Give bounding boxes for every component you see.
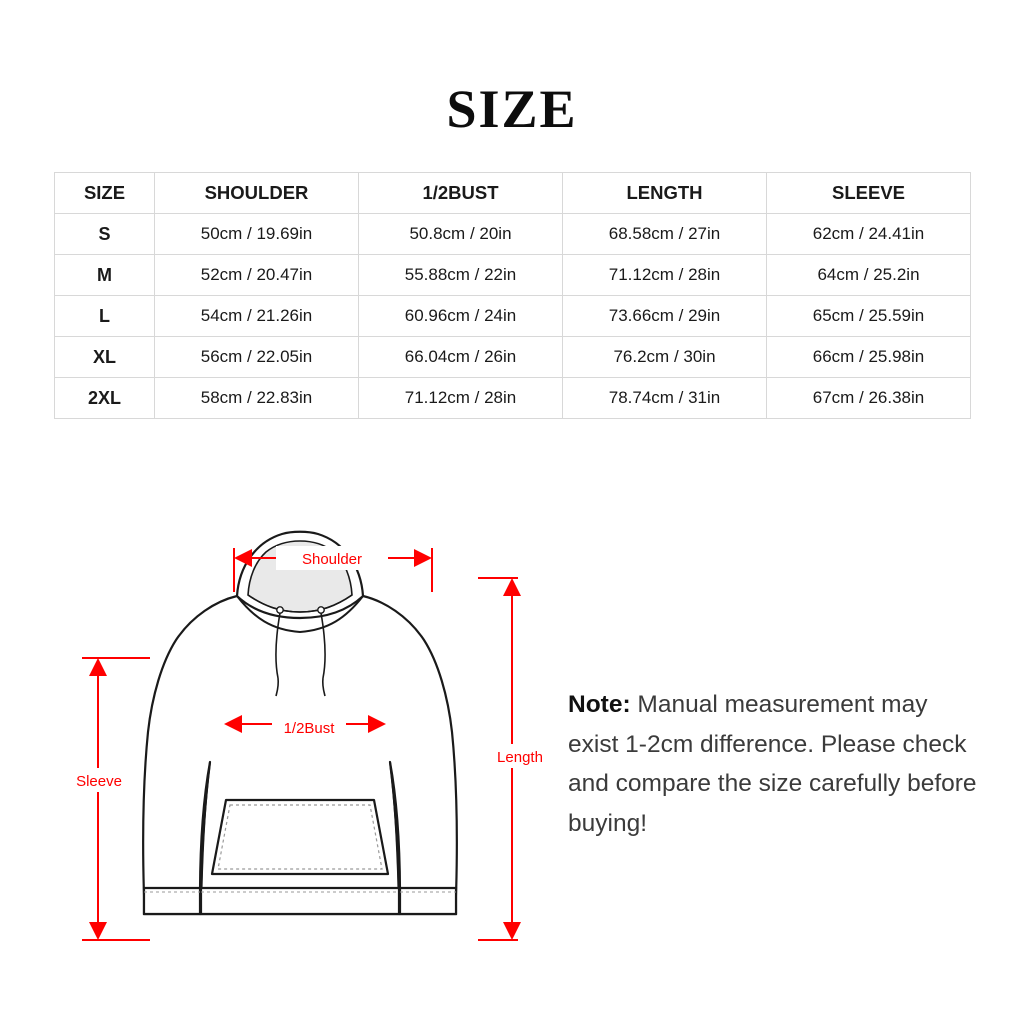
table-row (55, 337, 971, 378)
table-row (55, 296, 971, 337)
cell-size: M (55, 255, 155, 296)
cell-sleeve: 64cm / 25.2in (767, 255, 971, 296)
cell-length: 78.74cm / 31in (563, 378, 767, 419)
cell-halfbust: 50.8cm / 20in (359, 214, 563, 255)
cell-halfbust: 60.96cm / 24in (359, 296, 563, 337)
column-header-length: LENGTH (563, 173, 767, 214)
column-header-halfbust: 1/2BUST (359, 173, 563, 214)
table-header-row (55, 173, 971, 214)
note-text: Manual measurement may exist 1-2cm difference. Please check and compare the size carefully before buying! (568, 691, 977, 838)
column-header-shoulder: SHOULDER (155, 173, 359, 214)
label-halfbust: 1/2Bust (283, 720, 335, 737)
page-title: SIZE (446, 79, 578, 139)
table-row (55, 214, 971, 255)
cell-size: 2XL (55, 378, 155, 419)
cell-shoulder: 56cm / 22.05in (155, 337, 359, 378)
cell-size: L (55, 296, 155, 337)
table-row (55, 378, 971, 419)
column-header-size: SIZE (55, 173, 155, 214)
cell-shoulder: 54cm / 21.26in (155, 296, 359, 337)
cell-length: 71.12cm / 28in (563, 255, 767, 296)
cell-halfbust: 55.88cm / 22in (359, 255, 563, 296)
cell-shoulder: 52cm / 20.47in (155, 255, 359, 296)
cell-shoulder: 58cm / 22.83in (155, 378, 359, 419)
label-sleeve: Sleeve (76, 773, 122, 790)
cell-size: XL (55, 337, 155, 378)
cell-size: S (55, 214, 155, 255)
size-table-container (54, 172, 970, 419)
cell-sleeve: 62cm / 24.41in (767, 214, 971, 255)
cell-sleeve: 67cm / 26.38in (767, 378, 971, 419)
size-table (54, 172, 971, 419)
hoodie-measurement-diagram (40, 500, 560, 970)
label-length: Length (497, 749, 543, 766)
cell-sleeve: 66cm / 25.98in (767, 337, 971, 378)
cell-shoulder: 50cm / 19.69in (155, 214, 359, 255)
cell-halfbust: 71.12cm / 28in (359, 378, 563, 419)
cell-length: 76.2cm / 30in (563, 337, 767, 378)
cell-length: 73.66cm / 29in (563, 296, 767, 337)
table-row (55, 255, 971, 296)
cell-sleeve: 65cm / 25.59in (767, 296, 971, 337)
label-shoulder: Shoulder (301, 551, 363, 568)
column-header-sleeve: SLEEVE (767, 173, 971, 214)
note-lead: Note: (568, 691, 631, 718)
measurement-sleeve (70, 658, 150, 940)
cell-halfbust: 66.04cm / 26in (359, 337, 563, 378)
cell-length: 68.58cm / 27in (563, 214, 767, 255)
measurement-note (568, 685, 978, 844)
measurement-length (478, 578, 548, 940)
